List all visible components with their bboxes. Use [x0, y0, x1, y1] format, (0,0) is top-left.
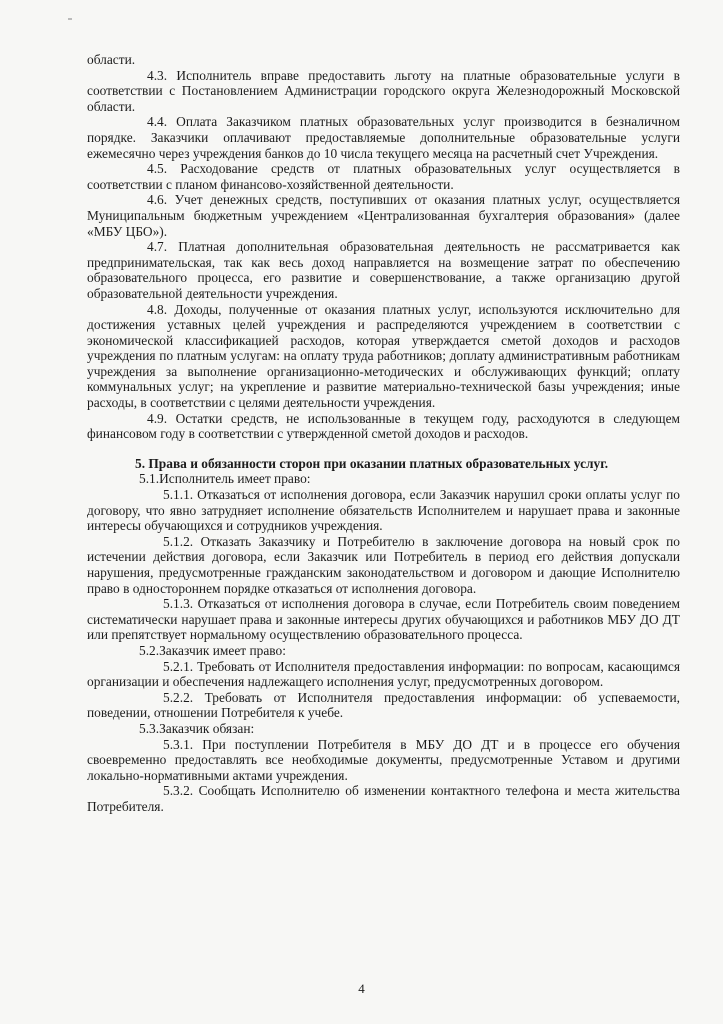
- page-number: 4: [358, 981, 365, 996]
- scan-speck: [68, 18, 72, 20]
- subsection-5-1: 5.1.Исполнитель имеет право:: [139, 471, 311, 487]
- paragraph-5-1-3: 5.1.3. Отказаться от исполнения договора в случае, если Потребитель своим поведением систематически нарушает права и законные интересы других обучающихся и работников МБУ ДО ДТ или препятствует нормальному осуществлению образовательного процесса.: [87, 596, 680, 643]
- paragraph-5-3-1: 5.3.1. При поступлении Потребителя в МБУ ДО ДТ и в процессе его обучения своевременно предоставлять все необходимые документы, предусмотренные Уставом и другими локально-нормативными актами учреждения.: [87, 736, 680, 783]
- paragraph-4-8: 4.8. Доходы, полученные от оказания платных услуг, используются исключительно для достижения уставных целей учреждения и распределяются учреждением в соответствии с экономической классификацией расходов, которая утверждается сметой доходов и расходов учреждения по платным услугам: на оплату труда работников; доплату административным работникам учреждения за выполнение организационно-методических и обслуживающих функций; оплату коммунальных услуг; на укрепление и развитие материально-технической базы учреждения; иные расходы, в соответствии с целями деятельности учреждения.: [87, 301, 680, 411]
- section-heading-5: 5. Права и обязанности сторон при оказании платных образовательных услуг.: [135, 455, 609, 471]
- paragraph-4-7: 4.7. Платная дополнительная образовательная деятельность не рассматривается как предпринимательская, так как весь доход направляется на возмещение затрат по обеспечению образовательного процесса, его развитие и совершенствование, а также организацию другой образовательной деятельности учреждения.: [87, 239, 680, 301]
- paragraph-5-2-2: 5.2.2. Требовать от Исполнителя предоставления информации: об успеваемости, поведении, отношении Потребителя к учебе.: [87, 689, 680, 721]
- paragraph-4-4: 4.4. Оплата Заказчиком платных образовательных услуг производится в безналичном порядке. Заказчики оплачивают предоставляемые дополнительные образовательные услуги ежемесячно через учреждения банков до 10 числа текущего месяца на расчетный счет Учреждения.: [87, 114, 680, 161]
- document-page: [87, 52, 680, 815]
- paragraph-5-1-2: 5.1.2. Отказать Заказчику и Потребителю в заключение договора на новый срок по истечении действия договора, если Заказчик или Потребитель в период его действия допускали нарушения, предусмотренные гражданским законодательством и договором и дающие Исполнителю право в одностороннем порядке отказаться от исполнения договора.: [87, 533, 680, 596]
- paragraph-4-9: 4.9. Остатки средств, не использованные в текущем году, расходуются в следующем финансовом году в соответствии с утвержденной сметой доходов и расходов.: [87, 410, 680, 442]
- paragraph-5-3-2: 5.3.2. Сообщать Исполнителю об изменении контактного телефона и места жительства Потребителя.: [87, 783, 680, 814]
- subsection-5-3: 5.3.Заказчик обязан:: [139, 720, 255, 736]
- paragraph-5-2-1: 5.2.1. Требовать от Исполнителя предоставления информации: по вопросам, касающимся организации и обеспечения надлежащего исполнения услуг, предусмотренных договором.: [87, 658, 680, 690]
- paragraph-4-6: 4.6. Учет денежных средств, поступивших от оказания платных услуг, осуществляется Муниципальным бюджетным учреждением «Централизованная бухгалтерия образования» (далее «МБУ ЦБО»).: [87, 192, 680, 239]
- paragraph-continuation: области.: [87, 52, 136, 67]
- paragraph-4-5: 4.5. Расходование средств от платных образовательных услуг осуществляется в соответствии с планом финансово-хозяйственной деятельности.: [87, 161, 680, 192]
- subsection-5-2: 5.2.Заказчик имеет право:: [139, 642, 286, 658]
- paragraph-5-1-1: 5.1.1. Отказаться от исполнения договора, если Заказчик нарушил сроки оплаты услуг по договору, что явно затрудняет исполнение обязательств Исполнителем и нарушает права и законные интересы обучающихся и сотрудников учреждения.: [87, 487, 680, 534]
- paragraph-4-3: 4.3. Исполнитель вправе предоставить льготу на платные образовательные услуги в соответствии с Постановлением Администрации городского округа Железнодорожный Московской области.: [87, 67, 680, 114]
